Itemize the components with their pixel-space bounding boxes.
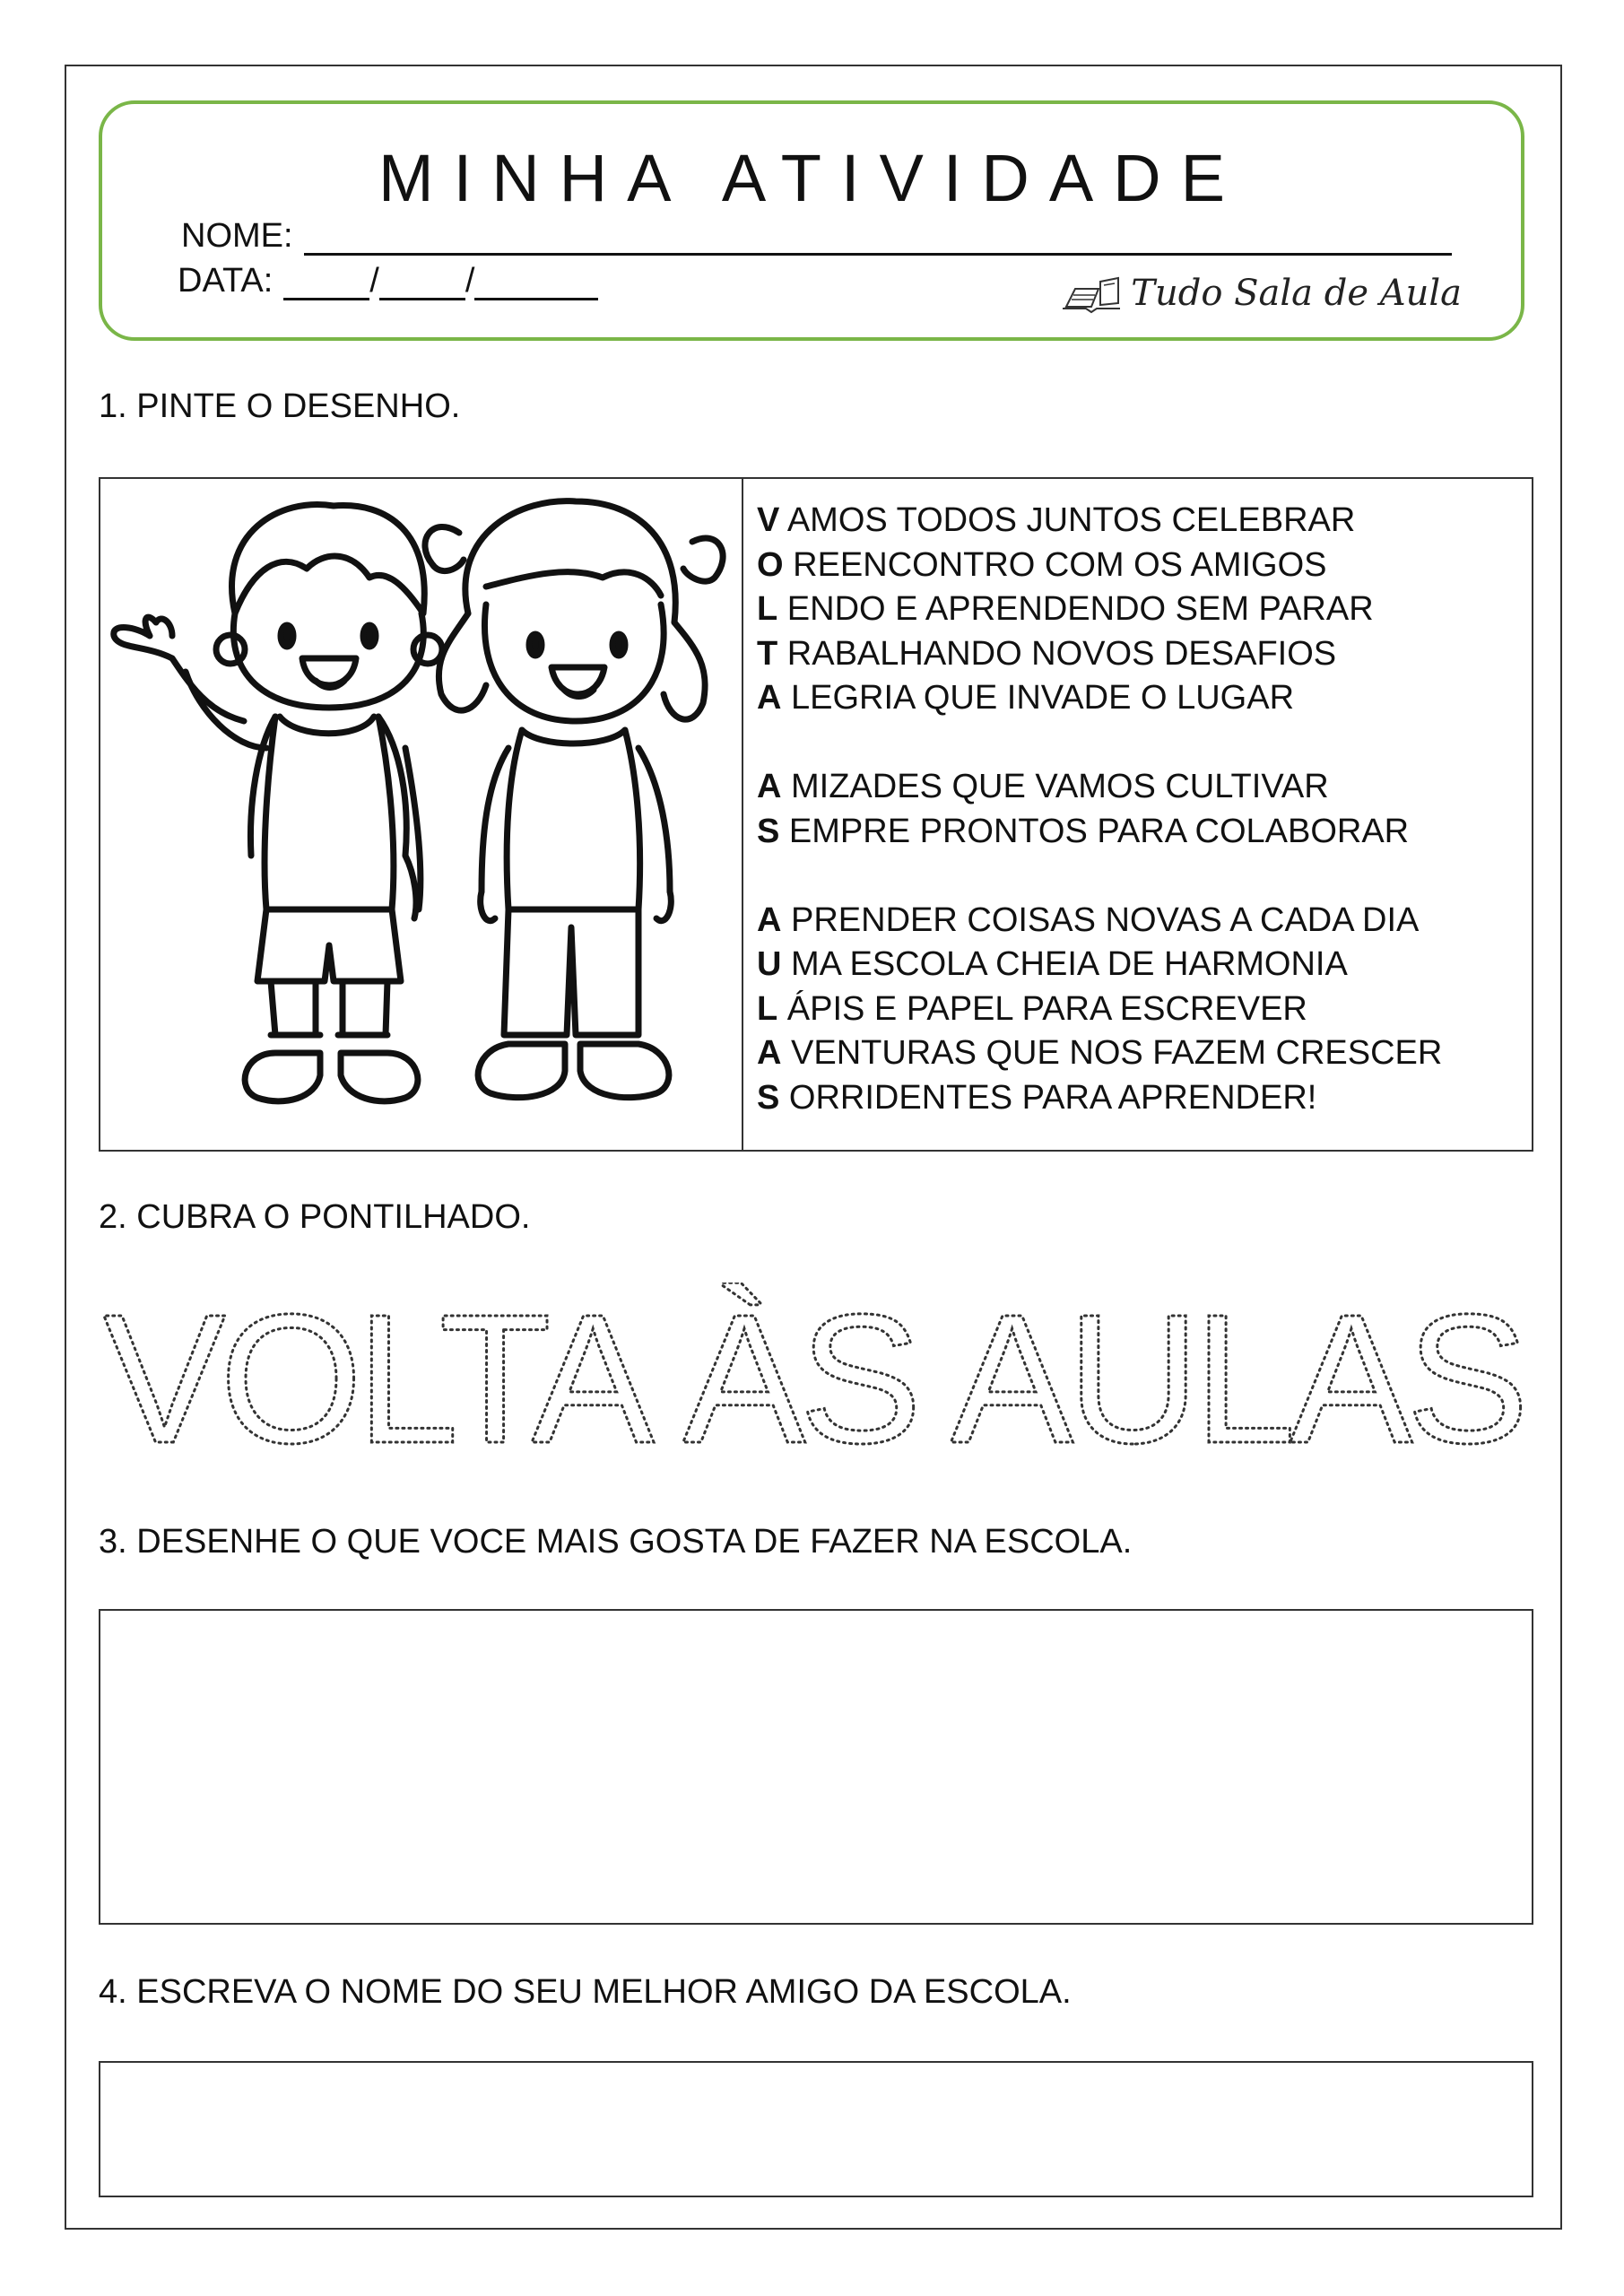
poem-text: PRENDER COISAS NOVAS A CADA DIA <box>781 900 1420 939</box>
poem-initial: A <box>757 679 782 717</box>
question-1: 1. PINTE O DESENHO. <box>99 387 461 425</box>
name-blank-line[interactable] <box>304 219 1452 256</box>
poem-line <box>757 632 1528 677</box>
tracing-area[interactable] <box>99 1283 1533 1462</box>
poem-initial: O <box>757 545 784 584</box>
poem-text: MIZADES QUE VAMOS CULTIVAR <box>781 768 1329 805</box>
question-2: 2. CUBRA O PONTILHADO. <box>99 1198 531 1236</box>
poem-line <box>757 943 1528 987</box>
poem-initial: T <box>757 634 778 673</box>
poem-text: ORRIDENTES PARA APRENDER! <box>779 1078 1317 1117</box>
poem-line <box>757 899 1528 944</box>
poem-text: EMPRE PRONTOS PARA COLABORAR <box>779 812 1410 850</box>
girl-drawing <box>425 501 723 1098</box>
friend-name-box[interactable] <box>99 2061 1533 2197</box>
poem-text: REENCONTRO COM OS AMIGOS <box>783 545 1327 584</box>
poem-text: RABALHANDO NOVOS DESAFIOS <box>777 634 1337 673</box>
poem-initial: A <box>757 1034 782 1072</box>
poem-initial: S <box>757 1078 780 1117</box>
brand-logo <box>1059 273 1462 314</box>
poem-line <box>757 676 1528 721</box>
coloring-table <box>99 477 1533 1152</box>
name-field[interactable] <box>181 217 1452 256</box>
poem-line <box>757 1031 1528 1076</box>
dotted-trace-text <box>99 1283 1533 1462</box>
book-laptop-icon <box>1059 273 1124 314</box>
stanza-gap <box>757 854 1528 899</box>
poem-initial: U <box>757 945 782 983</box>
date-year-blank[interactable] <box>474 264 598 300</box>
trace-text: VOLTA ÀS AULAS <box>103 1283 1529 1462</box>
name-label: NOME: <box>181 217 293 255</box>
poem-initial: A <box>757 900 782 939</box>
poem-text: ENDO E APRENDENDO SEM PARAR <box>777 590 1374 628</box>
poem-initial: L <box>757 590 778 628</box>
header-box <box>99 100 1524 341</box>
drawing-box[interactable] <box>99 1609 1533 1925</box>
poem-text: VENTURAS QUE NOS FAZEM CRESCER <box>781 1034 1443 1072</box>
poem-text: MA ESCOLA CHEIA DE HARMONIA <box>781 945 1348 983</box>
page-title: MINHA ATIVIDADE <box>378 141 1245 215</box>
boy-drawing <box>114 505 442 1101</box>
poem-initial: V <box>757 501 780 539</box>
poem-line <box>757 1076 1528 1121</box>
date-month-blank[interactable] <box>379 264 465 300</box>
stanza-gap <box>757 721 1528 766</box>
acrostic-poem <box>757 499 1528 1120</box>
date-day-blank[interactable] <box>283 264 369 300</box>
poem-text: LEGRIA QUE INVADE O LUGAR <box>781 679 1295 717</box>
date-label: DATA: <box>178 262 274 300</box>
poem-line <box>757 810 1528 855</box>
poem-initial: L <box>757 989 778 1028</box>
poem-line <box>757 544 1528 588</box>
poem-initial: S <box>757 812 780 850</box>
question-3: 3. DESENHE O QUE VOCE MAIS GOSTA DE FAZER NA ESCOLA. <box>99 1523 1133 1561</box>
poem-text: ÁPIS E PAPEL PARA ESCREVER <box>777 989 1307 1028</box>
poem-initial: A <box>757 768 782 805</box>
question-4: 4. ESCREVA O NOME DO SEU MELHOR AMIGO DA ESCOLA. <box>99 1973 1072 2011</box>
logo-text: Tudo Sala de Aula <box>1131 273 1462 314</box>
two-children-coloring-icon <box>100 479 742 1152</box>
poem-line <box>757 499 1528 544</box>
date-field[interactable] <box>178 262 598 300</box>
date-separator: / <box>369 262 379 300</box>
poem-line <box>757 765 1528 810</box>
date-separator: / <box>465 262 475 300</box>
poem-text: AMOS TODOS JUNTOS CELEBRAR <box>779 501 1356 539</box>
poem-line <box>757 587 1528 632</box>
coloring-illustration[interactable] <box>100 479 742 1152</box>
table-divider <box>742 479 743 1150</box>
poem-line <box>757 987 1528 1032</box>
